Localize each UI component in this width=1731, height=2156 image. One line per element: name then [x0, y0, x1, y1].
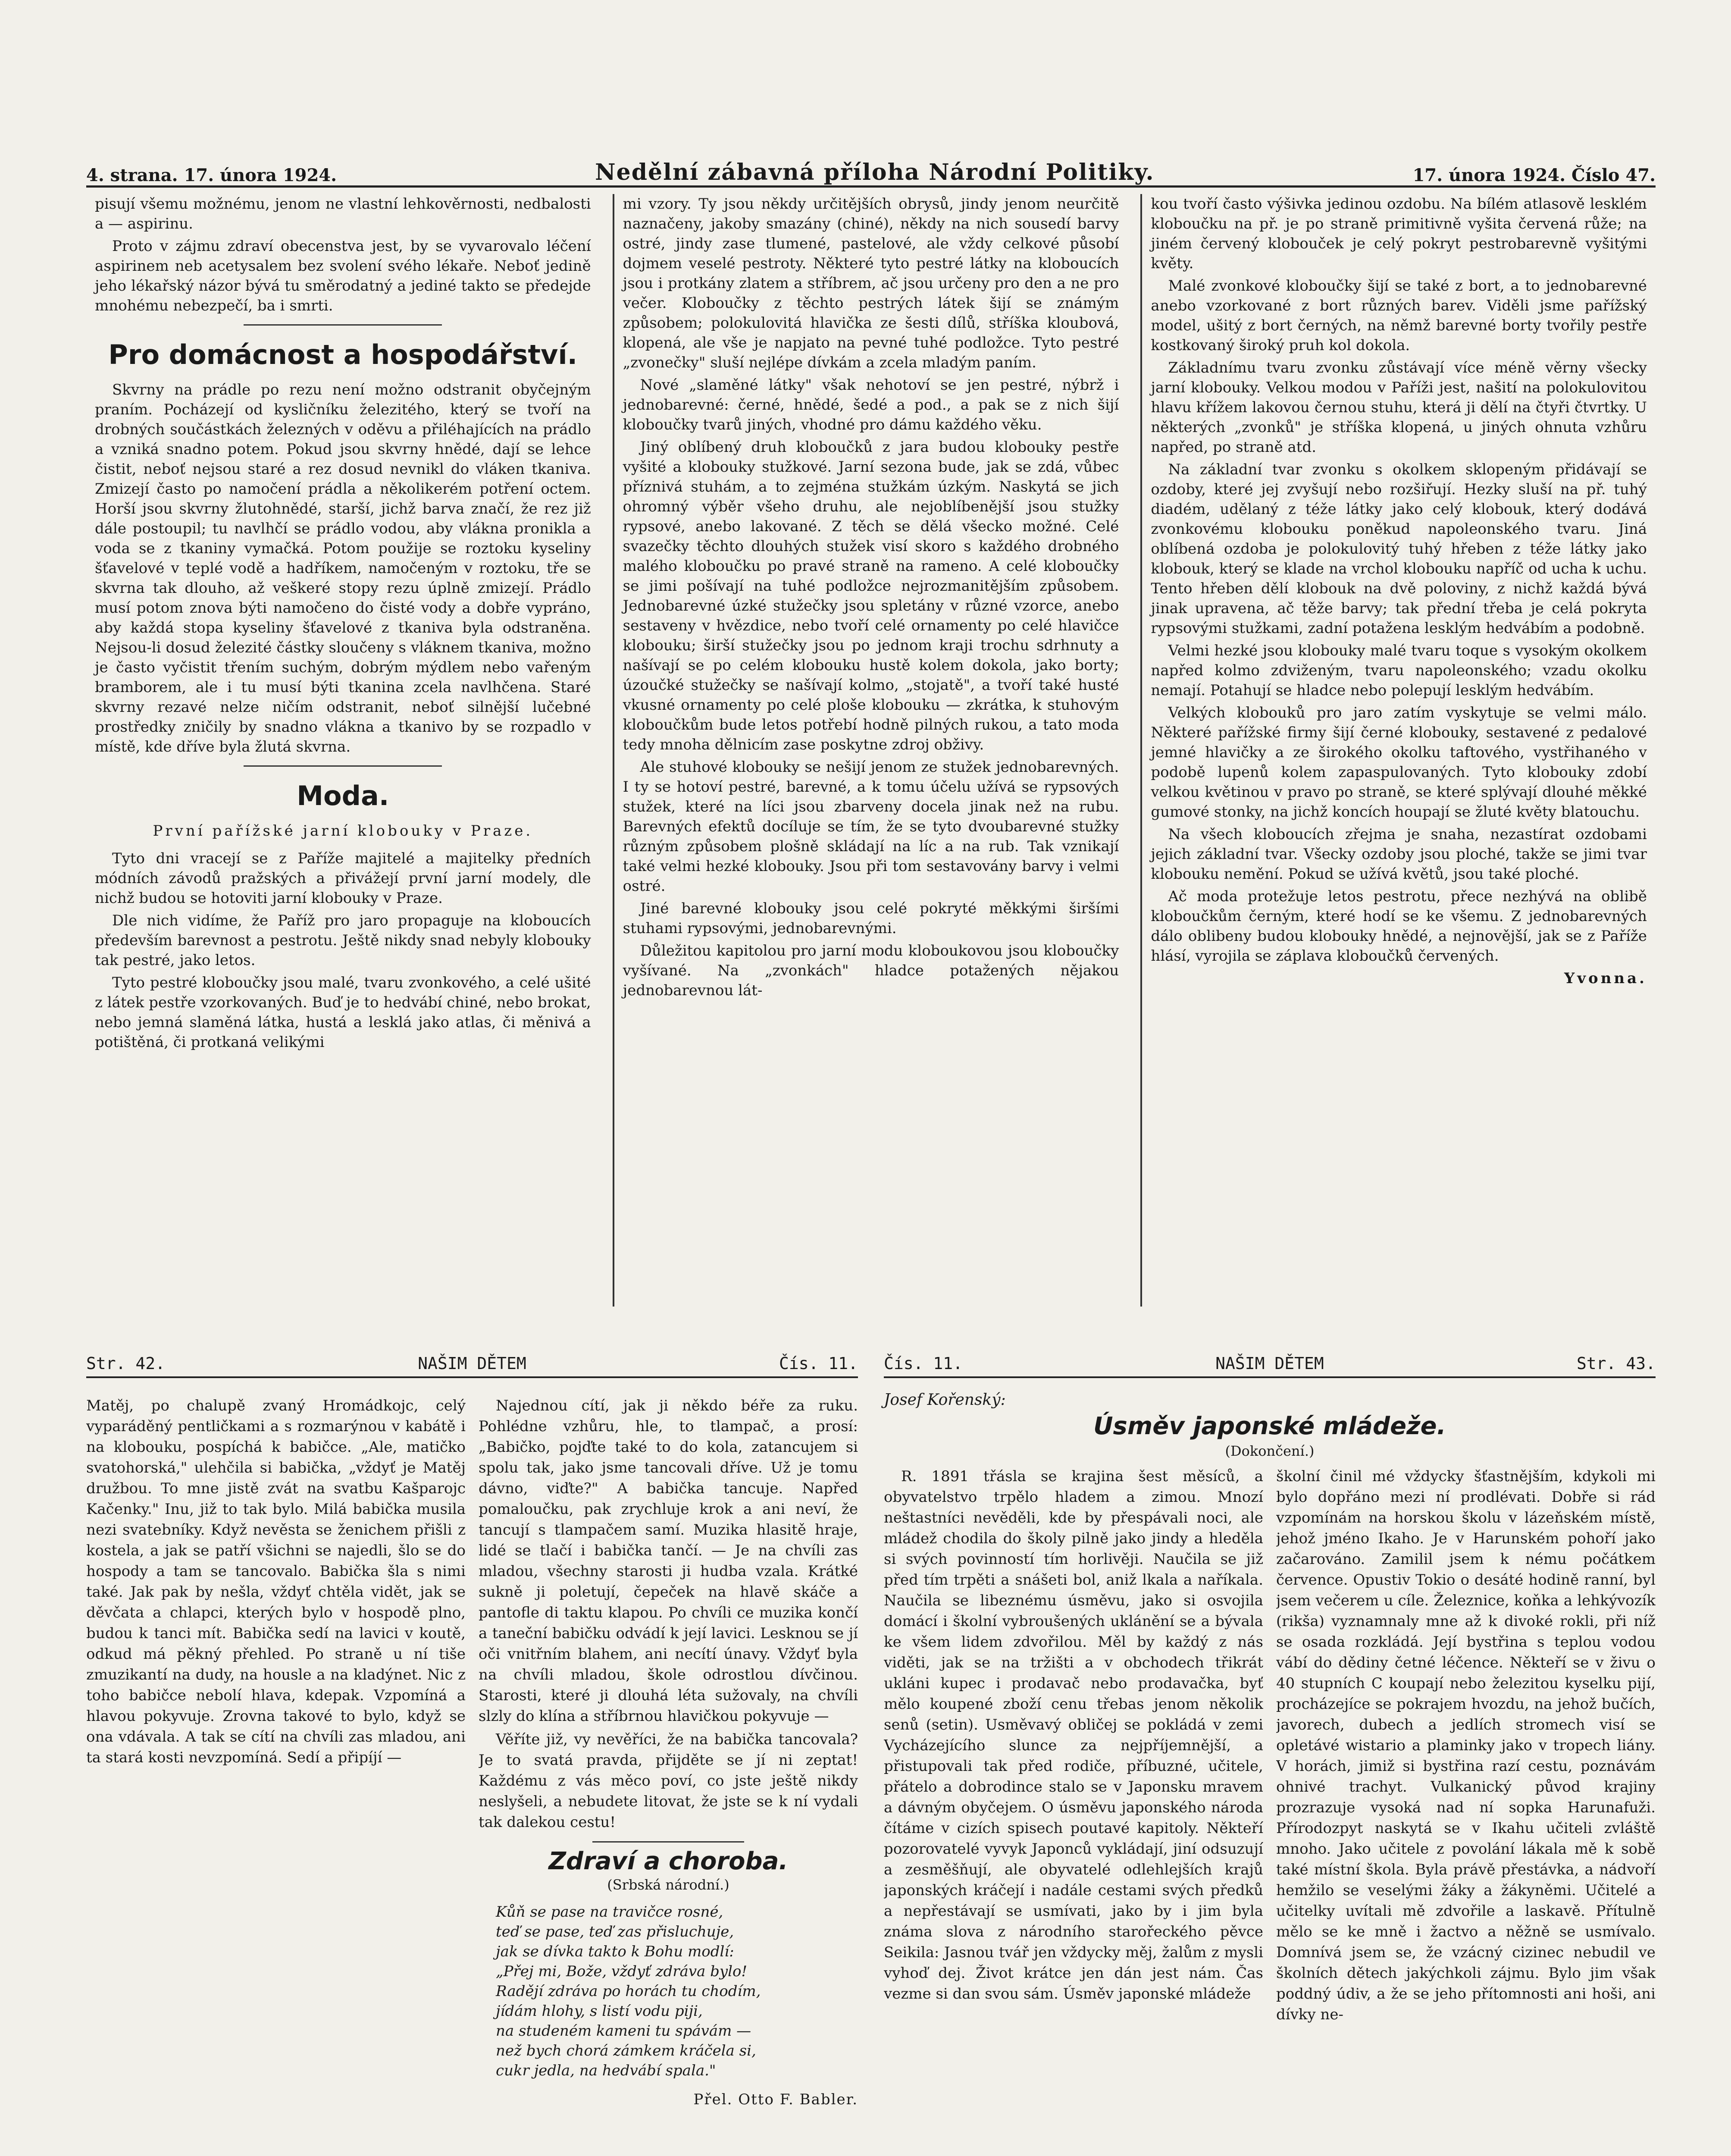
paragraph: mi vzory. Ty jsou někdy určitějších obrysů, jindy jenom neurčitě naznačeny, jakoby smazány (chiné), někdy na nich sousedí barvy ostré, jindy zase tlumené, pastelové, ale vždy celkové působí dojmem veselé pestroty. Některé tyto pestré látky na kloboucích jsou i protkány zlatem a stříbrem, ač jsou určeny pro den a ne pro večer. Kloboučky z těchto pestrých látek šijí se známým způsobem; polokulovitá hlavička ze šesti dílů, stříška kloubová, klopená, ale vše je napjato na pevné tuhé podložce. Tyto pestré „zvonečky" sluší nejlépe dívkám a zcela mladým paním. [623, 195, 1119, 371]
column-2 [613, 194, 1128, 1307]
signature: Yvonna. [1564, 970, 1647, 987]
header-left: 4. strana. 17. února 1924. [86, 165, 337, 185]
paragraph: Na všech kloboucích zřejma je snaha, nezastírat ozdobami jejich základní tvar. Všecky ozdoby jsou ploché, takže se jimi tvar klobouku nemění. Pokud se užívá květů, jsou také ploché. [1151, 826, 1647, 883]
paragraph: Proto v zájmu zdraví obecenstva jest, by se vyvarovalo léčení aspirinem neb acetysalem bez svolení svého lékaře. Neboť jedině jeho lékařský názor bývá tu směrodatný a jediné takto se předejde mnohému nebezpečí, ba i smrti. [95, 238, 591, 314]
story-heading [884, 1391, 1656, 1459]
page-section: NAŠIM DĚTEM [1215, 1354, 1324, 1373]
poem-line: Radějí zdráva po horách tu chodím, [496, 1983, 761, 2000]
paragraph: Skvrny na prádle po rezu není možno odstranit obyčejným praním. Pocházejí od kysličníku železitého, který se tvoří na drobných součástkách železných v oděvu a přiléhajících na prádlo a vzniká snadno potem. Pokud jsou skvrny hnědé, dají se lehce čistit, neboť nejsou staré a rez dosud nevnikl do vláken tkaniva. Zmizejí často po namočení prádla a několikerém potření octem. Horší jsou skvrny žlutohnědé, starší, jichž barva značí, že rez již dále postoupil; tu navlhčí se prádlo vodou, aby vlákna pronikla a voda se z tkaniny vymačká. Potom použije se roztoku kyseliny šťavelové v teplé vodě a hadříkem, namočeným v roztoku, tře se skvrna tak dlouho, až veškeré stopy rezu úplně zmizejí. Prádlo musí potom znova býti namočeno do čisté vody a dobře vypráno, aby každá stopa kyseliny šťavelové z tkaniva byla odstraněna. Nejsou-li dosud železité částky sloučeny s vláknem tkaniva, možno je často vyčistit třením suchým, dobrým mýdlem nebo vařeným bramborem, ale i tu musí býti tkanina zcela navlhčena. Staré skvrny rezavé nelze ničím odstranit, neboť silnější lučebné prostředky zničily by snadno vlákna a tkanivo by se rozpadlo v místě, kde dříve byla žlutá skvrna. [95, 381, 591, 755]
paragraph: Najednou cítí, jak ji někdo béře za ruku. Pohlédne vzhůru, hle, to tlampač, a prosí: „Babičko, pojďte také to do kola, zatancujem si spolu tak, jako jsme tancovali dříve. Už je tomu dávno, viďte?" A babička tancuje. Napřed pomaloučku, pak zrychluje krok a ani neví, že tancují s tlampačem samí. Muzika hlasitě hraje, lidé se tlačí i babička tančí. — Je na chvíli zas mladou, všechny starosti ji hudba vzala. Krátké sukně ji poletují, čepeček na hlavě skáče a pantofle di taktu klapou. Po chvíli ce muzika končí a taneční babičku odvádí k její lavici. Lesknou se jí oči vnitřním blahem, ani necítí únavy. Vždyť byla na chvíli mladou, škole odrostlou dívčinou. Starosti, které ji dlouhá léta sužovaly, na chvíli slzly do klína a stříbrnou hlavičkou pokyvuje — [479, 1397, 858, 1725]
story-title: Úsměv japonské mládeže. [1093, 1412, 1446, 1440]
poem-line: Kůň se pase na travičce rosné, [496, 1903, 723, 1921]
paragraph: Ale stuhové klobouky se nešijí jenom ze stužek jednobarevných. I ty se hotoví pestré, barevné, a k tomu účelu užívá se rypsových stužek, které na líci jsou zbarveny docela jinak než na rubu. Barevných efektů docíluje se tím, že se tyto dvoubarevné stužky různým způsobem plošně skládají na líc a na rub. Tak vznikají také velmi hezké klobouky. Jsou při tom sestavovány barvy i velmi ostré. [623, 758, 1119, 895]
paragraph: Ač moda protežuje letos pestrotu, přece nezhývá na oblibě kloboučkům černým, které hodí se ke všemu. Z jednobarevných dálo oblibeny budou klobouky hnědé, a nejnovější, jak se z Paříže hlásí, vyrojila se záplava kloboučků červených. [1151, 888, 1647, 965]
poem-subtitle: (Srbská národní.) [607, 1877, 729, 1893]
upper-columns [86, 194, 1656, 1307]
page-43 [884, 1354, 1656, 2156]
issue-number: Čís. 11. [884, 1354, 963, 1373]
header-center: Nedělní zábavná příloha Národní Politiky. [595, 159, 1155, 185]
paragraph: R. 1891 třásla se krajina šest měsíců, a obyvatelstvo trpělo hladem a zimou. Mnozí neštastníci nevěděli, kde by přespávali noci, ale mládež chodila do školy pilně jako jindy a hleděla si svých povinností tím horlivěji. Naučila se již před tím trpěti a snášeti bol, aniž lkala a naříkala. Naučila se libeznému úsměvu, jako si osvojila domácí i školní vybroušených uklánění se a bývala ke všem lidem zdvořilou. Měl by každý z nás viděti, jak se na tržišti a v obchodech třikrát ukláni kupec i prodavač nebo prodavačka, byť mělo koupené zboží cenu třebas jenom několik senů (setin). Usměvavý obličej se pokládá v zemi Vycházejícího slunce za nejpříjemnější, a přistupovali tak před rodiče, příbuzné, učitele, přátelo a dobrodince stalo se v Japonsku mravem a dávným obyčejem. O úsměvu japonského národa čítáme v cizích spisech poutavé kapitoly. Někteří pozorovatelé vyvyk Japonců vykládají, jiní odsuzují a zesměšňují, ale obyvatelé odlehlejších krajů japonských kráčejí i nadále cestami svých předků a nepřestávají se usmívati, jako by i jim byla známa slova z národního starořeckého pěvce Seikila: Jasnou tvář jen vždycky měj, žalům z mysli vyhoď dej. Život krátce jen dán jest nám. Čas vezme si dan svou sám. Úsměv japonské mládeže [884, 1468, 1263, 2002]
paragraph: Tyto pestré kloboučky jsou malé, tvaru zvonkového, a celé ušité z látek pestře vzorkovaných. Buď je to hedvábí chiné, nebo brokat, nebo jemná slaměná látka, hustá a lesklá jako atlas, či měnivá a potištěná, či protkaná velikými [95, 974, 591, 1051]
paragraph: Důležitou kapitolou pro jarní modu kloboukovou jsou kloboučky vyšívané. Na „zvonkách" hladce potažených nějakou jednobarevnou lát- [623, 942, 1119, 999]
section-title-moda: Moda. [297, 780, 389, 812]
divider [244, 324, 442, 326]
paragraph: Velmi hezké jsou klobouky malé tvaru toque s vysokým okolkem napřed kolmo zdviženým, tvaru napoleonského; vzadu okolku nemají. Potahují se hladce nebo polepují lesklým hedvábím. [1151, 642, 1647, 699]
page-number: Str. 43. [1576, 1354, 1656, 1373]
poem-line: než bych chorá zámkem kráčela si, [496, 2042, 756, 2059]
paragraph: Matěj, po chalupě zvaný Hromádkojc, celý vyparáděný pentličkami a s rozmarýnou v kabátě i na klobouku, pospíchá k babičce. „Ale, matičko svatohorská," ulehčila si babička, „vždyť je Matěj družbou. To mne jistě zvát na svatbu Kašparojc Kačenky." Inu, již to tak bylo. Milá babička musila nezi svatebníky. Když nevěsta se ženichem přišli z kostela, a jak se patří všichni se najedli, šlo se do hospody a tam se tancovalo. Babička šla s nimi také. Jak pak by nešla, vždyť chtěla vidět, jak se děvčata a chlapci, kterých bylo v hospodě plno, budou k tanci mít. Babička sedí na lavici v koutě, odkud má pěkný přehled. Po straně u ní tiše zmuzikantí na dudy, na housle a na kladýnet. Nic z toho babičce nebolí hlava, kdepak. Vzpomíná a hlavou pokyvuje. Zrovna takové to bylo, když se ona vdávala. A tak se cítí na chvíli zas mladou, ani ta stará kosti nevzpomíná. Sedí a připíjí — [86, 1397, 466, 1766]
header-right: 17. února 1924. Číslo 47. [1412, 165, 1656, 185]
poem-line: teď se pase, teď zas přisluchuje, [496, 1923, 734, 1940]
story-subtitle: (Dokončení.) [1225, 1443, 1315, 1459]
page-42-column-2 [479, 1395, 858, 2156]
poem [496, 1902, 858, 2081]
page-43-column-2 [1276, 1466, 1656, 2156]
poem-title: Zdraví a choroba. [548, 1847, 788, 1875]
lower-pages [86, 1354, 1656, 2156]
poem-line: na studeném kameni tu spávám — [496, 2022, 751, 2040]
page-42-columns [86, 1395, 858, 2156]
section-title: Pro domácnost a hospodářství. [108, 339, 578, 370]
paragraph: Nové „slaměné látky" však nehotoví se jen pestré, nýbrž i jednobarevné: černé, hnědé, šedé a pod., a pak se z nich šijí kloboučky tvarů jiných, vhodné pro dámu každého věku. [623, 376, 1119, 433]
translator: Přel. Otto F. Babler. [693, 2091, 858, 2108]
poem-line: jak se dívka takto k Bohu modlí: [496, 1943, 734, 1960]
paragraph: školní činil mé vždycky šťastnějším, kdykoli mi bylo dopřáno mezi ní prodlévati. Dobře si rád vzpomínám na horskou školu v lázeňském místě, jehož jméno Ikaho. Je v Harunském pohoří jako začarováno. Zamilil jsem k nému počátkem července. Opustiv Tokio o desáté hodině ranní, byl jsem večerem u cíle. Železnice, koňka a lehkývozík (rikša) vyznamnaly mne až k divoké rokli, při níž se osada rozkládá. Její bystřina s teplou vodou vábí do dědiny četné léčence. Někteří se v živu o 40 stupních C koupají nebo železitou kyselku pijí, procházejíce se pokrajem hvozdu, na jehož bučích, javorech, dubech a jedlích stromech visí se opletávé wistario a plaminky jako v tropech liány. V horách, jimiž si bystřina razí cestu, poznávám ohnivé trachyt. Vulkanický původ krajiny prozrazuje vysoká nad ní sopka Harunafuži. Přírodozpyt naskytá se v Ikahu učiteli zvláště mnoho. Jako učitele z povolání lákala mě k sobě také místní škola. Byla právě přestávka, a nádvoří hemžilo se veselými žáky a žákyněmi. Učitelé a učitelky uvítali mě zdvořile a laskavě. Přítulně mělo se ke mně i žactvo a něžně se usmívalo. Domnívá jsem se, že vzácný cizinec nebudil ve školních dětech jakýchkoli zájmu. Bylo jim však poddný údiv, a že se jeho přítomnosti ani hoši, ani dívky ne- [1276, 1468, 1656, 2023]
divider [592, 1841, 744, 1843]
page-43-column-1 [884, 1466, 1263, 2156]
newspaper-sheet [86, 86, 1656, 2156]
page-42-header [86, 1354, 858, 1378]
paragraph: Jiný oblíbený druh kloboučků z jara budou klobouky pestře vyšité a klobouky stužkové. Jarní sezona bude, jak se zdá, vůbec příznivá stuhám, a to zejména stužkám úzkým. Naskytá se jich ohromný výběr všeho druhu, ale nejoblíbenější jsou stužky rypsové, anebo lakované. Z těch se dělá všecko možné. Celé svazečky těchto dlouhých stužek visí skoro s každého drobného malého kloboučku po pravé straně na rameno. A celé kloboučky se jimi pošívají na tuhé podložce nejrozmanitějším způsobem. Jednobarevné úzké stužečky jsou spletány v různé vzorce, anebo sestaveny v hvězdice, nebo tvoří celé ornamenty po celé hlavičce klobouku; širší stužečky jsou po jednom kraji trochu sdrhnuty a našívají se po celém klobouku hustě kolem dokola, jako borty; úzoučké stužečky se našívají kolmo, „stojatě", a tvoří také husté vkusné ornamenty po celé ploše klobouku — zkrátka, k stuhovým kloboučkům bude letos potřebí hodně pilných rukou, a tato moda tedy mnoha dělnicím zase poskytne zdroj obživy. [623, 439, 1119, 753]
paragraph: Jiné barevné klobouky jsou celé pokryté měkkými širšími stuhami rypsovými, jednobarevnými. [623, 900, 1119, 937]
page-section: NAŠIM DĚTEM [418, 1354, 526, 1373]
page-43-header [884, 1354, 1656, 1378]
column-1 [86, 194, 600, 1307]
column-3 [1140, 194, 1656, 1307]
poem-line: jídám hlohy, s listí vodu piji, [496, 2002, 703, 2020]
paragraph: pisují všemu možnému, jenom ne vlastní lehkověrnosti, nedbalosti a — aspirinu. [95, 195, 591, 232]
paragraph: Dle nich vidíme, že Paříž pro jaro propaguje na kloboucích především barevnost a pestrotu. Ještě nikdy snad nebyly klobouky tak pestré, jako letos. [95, 912, 591, 969]
poem-line: cukr jedla, na hedvábí spala." [496, 2062, 716, 2079]
divider [244, 765, 442, 767]
page-42-column-1 [86, 1395, 466, 2156]
paragraph: Malé zvonkové kloboučky šijí se také z bort, a to jednobarevné anebo vzorkované z bort různých barev. Viděli jsme pařížský model, ušitý z bort černých, na němž barevné borty tvořily pestře kostkovaný široký pruh kol dokola. [1151, 277, 1647, 354]
paragraph: Základnímu tvaru zvonku zůstávají více méně věrny všecky jarní klobouky. Velkou modou v Paříži jest, našití na polokulovitou hlavu křížem lakovou černou stuhu, která ji dělí na čtyři čtvrtky. U některých „zvonků" je stříška klopená, u jiných ohnuta vzhůru napřed, po straně atd. [1151, 359, 1647, 456]
page-43-columns [884, 1466, 1656, 2156]
page-header [86, 147, 1656, 188]
paragraph: Velkých klobouků pro jaro zatím vyskytuje se velmi málo. Některé pařížské firmy šijí černé klobouky, sestavené z pedalové jemné hlavičky a ze širokého okolku taftového, vystřihaného v podobě lupenů kolem zapaspulovaných. Tyto klobouky zdobí velkou květinou v pravo po straně, se které splývají dlouhé měkké gumové stonky, na jichž koncích houpají se žluté květy blatouchu. [1151, 704, 1647, 821]
section-subtitle: První pařížské jarní klobouky v Praze. [153, 822, 533, 840]
page-number: Str. 42. [86, 1354, 166, 1373]
page-42 [86, 1354, 858, 2156]
paragraph: Věříte již, vy nevěříci, že na babička tancovala? Je to svatá pravda, přijděte se jí ni zeptat! Každému z vás měco poví, co jste ještě nikdy neslyšeli, a nebudete litovat, že jste se k ní vydali tak dalekou cestu! [479, 1731, 858, 1831]
author: Josef Kořenský: [884, 1391, 1006, 1409]
paragraph: Na základní tvar zvonku s okolkem sklopeným přidávají se ozdoby, které jej zvyšují nebo rozšiřují. Hezky sluší na př. tuhý diadém, udělaný z téže látky jako celý klobouk, který dodává zvonkovému klobouku poněkud napoleonského tvaru. Jiná oblíbená ozdoba je polokulovitý tuhý hřeben z téže látky jako klobouk, který se klade na vrchol klobouku napříč od ucha k uchu. Tento hřeben dělí klobouk na dvě poloviny, z nichž každá bývá jinak upravena, ač těže barvy; tak přední třeba je celá pokryta rypsovými stužkami, zadní potažena lesklým hedvábím a podobně. [1151, 461, 1647, 637]
issue-number: Čís. 11. [779, 1354, 858, 1373]
poem-line: „Přej mi, Bože, vždyť zdráva bylo! [496, 1963, 748, 1980]
paragraph: kou tvoří často výšivka jedinou ozdobu. Na bílém atlasově lesklém kloboučku na př. je po straně primitivně vyšita červená růže; na jiném červený klobouček je celý pokryt pestrobarevně vyšitými květy. [1151, 195, 1647, 272]
paragraph: Tyto dni vracejí se z Paříže majitelé a majitelky předních módních závodů pražských a přivážejí první jarní modely, dle nichž budou se hotoviti jarní klobouky v Praze. [95, 850, 591, 907]
